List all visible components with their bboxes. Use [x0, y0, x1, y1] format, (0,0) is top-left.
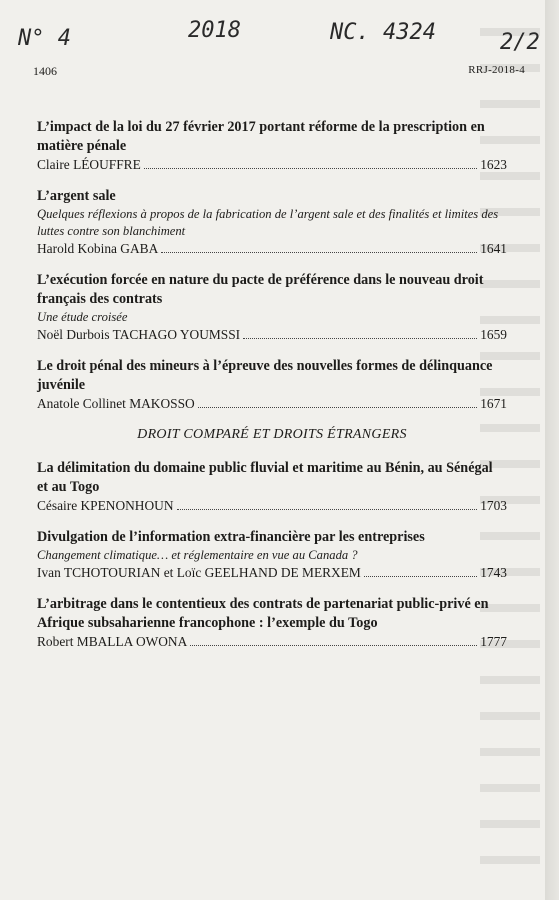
entry-page-number: 1743: [480, 565, 507, 580]
entry-page-number: 1641: [480, 241, 507, 256]
dot-leader: [364, 576, 477, 577]
toc-entry: [37, 528, 507, 582]
toc-part-2: [37, 459, 507, 651]
handwritten-reference: NC. 4324: [330, 20, 436, 45]
entry-title: L’impact de la loi du 27 février 2017 portant réforme de la prescription en matière pénale: [37, 119, 485, 154]
journal-reference: RRJ-2018-4: [468, 64, 525, 76]
table-of-contents: [37, 118, 507, 664]
entry-author-line: [37, 633, 507, 651]
entry-author-line: [37, 564, 507, 582]
entry-author: Anatole Collinet MAKOSSO: [37, 396, 195, 411]
dot-leader: [144, 168, 477, 169]
page-edge: [545, 0, 559, 900]
entry-subtitle: Quelques réflexions à propos de la fabrication de l’argent sale et des finalités et limites des luttes contre son blanchiment: [37, 207, 499, 238]
entry-author-line: [37, 326, 507, 344]
entry-title: L’argent sale: [37, 188, 116, 204]
entry-title: La délimitation du domaine public fluvial et maritime au Bénin, au Sénégal et au Togo: [37, 460, 493, 495]
entry-author-line: [37, 497, 507, 515]
dot-leader: [190, 645, 477, 646]
entry-title: L’arbitrage dans le contentieux des contrats de partenariat public-privé en Afrique subsaharienne francophone : l’exemple du Togo: [37, 596, 489, 631]
entry-page-number: 1671: [480, 396, 507, 411]
entry-page-number: 1623: [480, 157, 507, 172]
dot-leader: [243, 338, 477, 339]
toc-entry: [37, 187, 507, 258]
entry-author: Claire LÉOUFFRE: [37, 157, 141, 172]
handwritten-year: 2018: [188, 18, 241, 43]
entry-page-number: 1777: [480, 634, 507, 649]
toc-entry: [37, 459, 507, 515]
entry-subtitle: Changement climatique… et réglementaire en vue au Canada ?: [37, 548, 358, 562]
entry-author: Noël Durbois TACHAGO YOUMSSI: [37, 327, 241, 342]
dot-leader: [177, 509, 478, 510]
toc-entry: [37, 271, 507, 344]
toc-part-1: [37, 118, 507, 413]
dot-leader: [198, 407, 478, 408]
page-number: 1406: [33, 64, 57, 78]
section-heading: DROIT COMPARÉ ET DROITS ÉTRANGERS: [137, 427, 407, 442]
toc-entry: [37, 595, 507, 651]
entry-page-number: 1659: [480, 327, 507, 342]
entry-author: Robert MBALLA OWONA: [37, 634, 188, 649]
entry-title: Le droit pénal des mineurs à l’épreuve des nouvelles formes de délinquance juvénile: [37, 358, 493, 393]
entry-author-line: [37, 395, 507, 413]
entry-page-number: 1703: [480, 498, 507, 513]
entry-author-line: [37, 240, 507, 258]
entry-title: L’exécution forcée en nature du pacte de préférence dans le nouveau droit français des contrats: [37, 272, 484, 307]
entry-subtitle: Une étude croisée: [37, 310, 128, 324]
entry-title: Divulgation de l’information extra-financière par les entreprises: [37, 529, 425, 545]
entry-author: Harold Kobina GABA: [37, 241, 159, 256]
handwritten-fraction: 2/2: [500, 30, 540, 55]
entry-author: Ivan TCHOTOURIAN et Loïc GEELHAND DE MERXEM: [37, 565, 361, 580]
dot-leader: [161, 252, 477, 253]
entry-author: Césaire KPENONHOUN: [37, 498, 174, 513]
entry-author-line: [37, 156, 507, 174]
toc-entry: [37, 118, 507, 174]
handwritten-number: N° 4: [18, 26, 71, 51]
toc-entry: [37, 357, 507, 413]
